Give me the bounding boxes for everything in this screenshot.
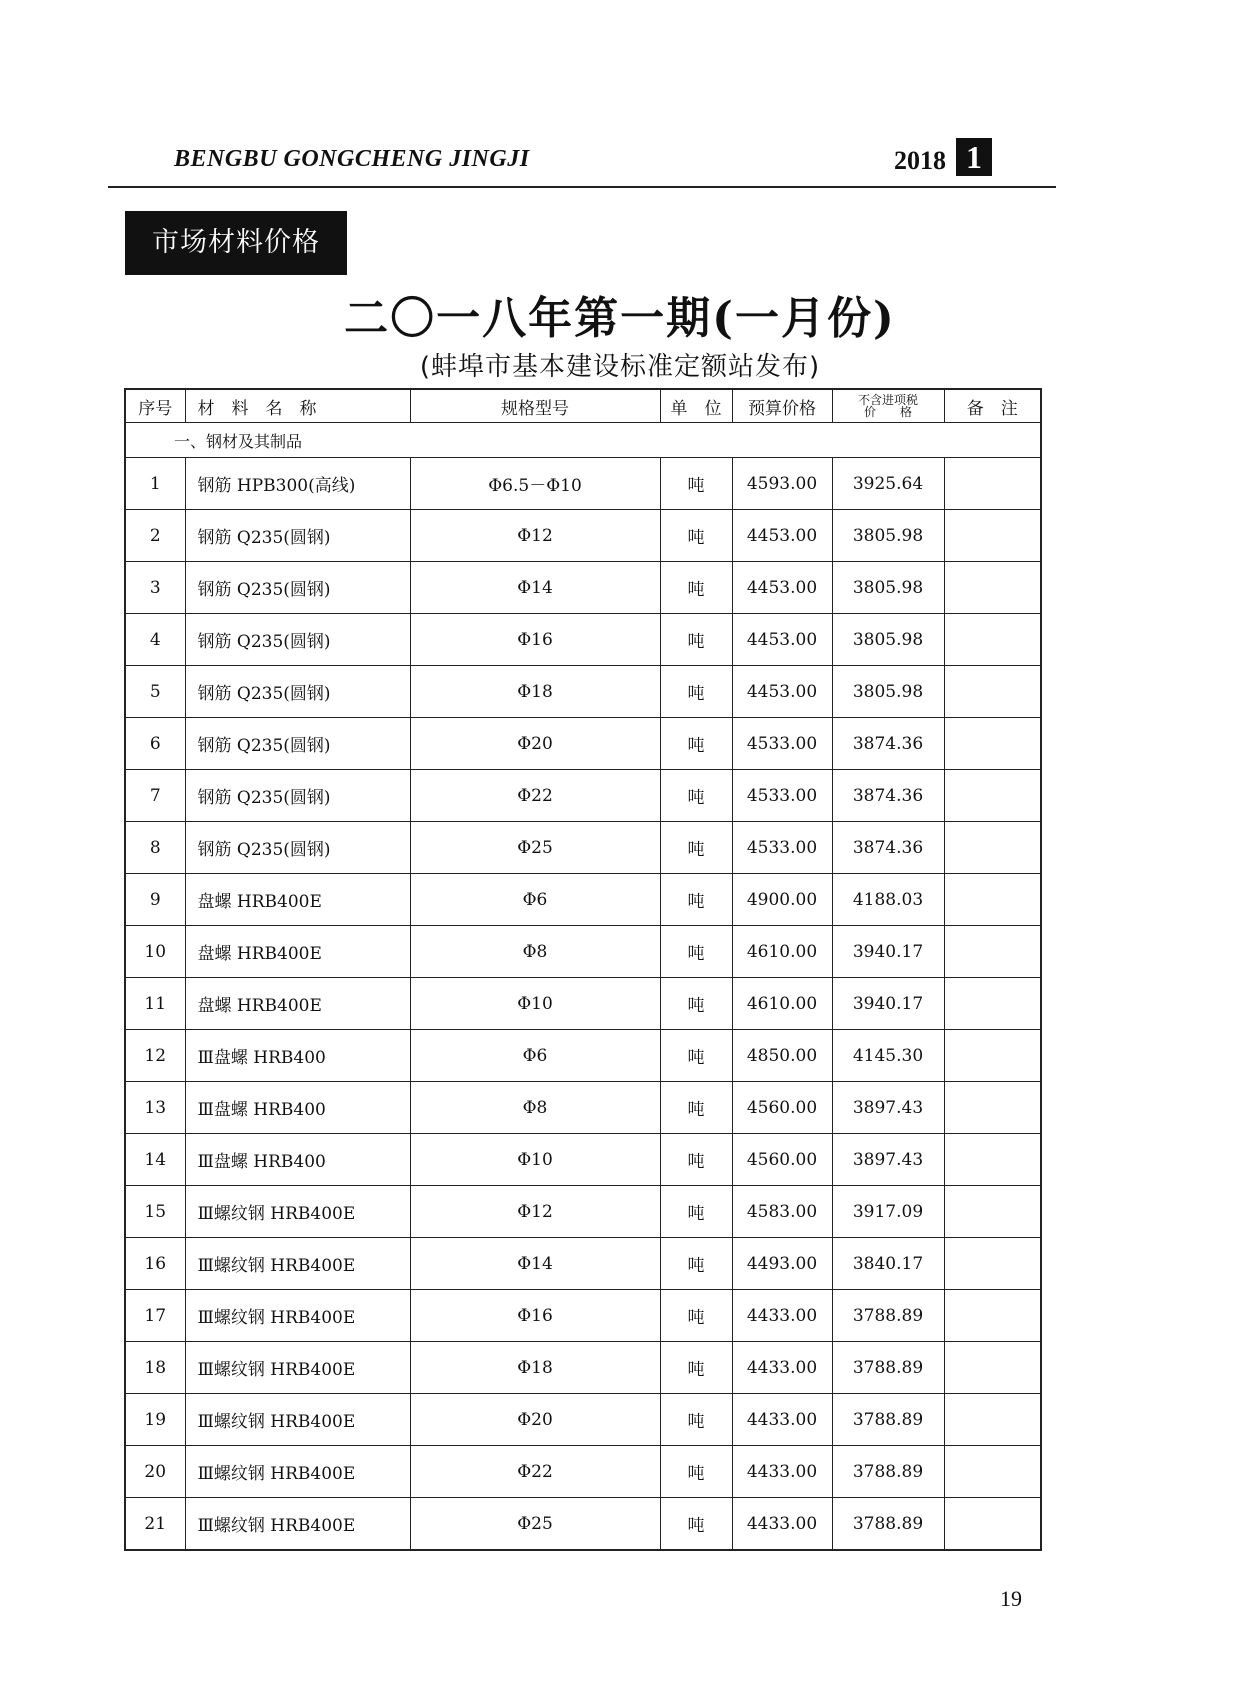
- cell-name: Ⅲ螺纹钢 HRB400E: [185, 1238, 410, 1290]
- cell-unit: 吨: [660, 1030, 732, 1082]
- cell-spec: Φ8: [410, 926, 660, 978]
- cell-seq: 8: [125, 822, 185, 874]
- cell-unit: 吨: [660, 666, 732, 718]
- cell-note: [944, 822, 1041, 874]
- cell-note: [944, 1238, 1041, 1290]
- cell-unit: 吨: [660, 1186, 732, 1238]
- cell-name: Ⅲ螺纹钢 HRB400E: [185, 1446, 410, 1498]
- cell-pretax-price: 3897.43: [832, 1134, 944, 1186]
- table-row: [125, 562, 1041, 614]
- cell-pretax-price: 4188.03: [832, 874, 944, 926]
- header-pretax-price: [832, 389, 944, 423]
- table-row: [125, 666, 1041, 718]
- cell-seq: 6: [125, 718, 185, 770]
- cell-note: [944, 614, 1041, 666]
- cell-budget-price: 4583.00: [732, 1186, 832, 1238]
- table-row: [125, 1290, 1041, 1342]
- cell-budget-price: 4593.00: [732, 458, 832, 510]
- cell-note: [944, 1082, 1041, 1134]
- cell-unit: 吨: [660, 562, 732, 614]
- cell-pretax-price: 3788.89: [832, 1290, 944, 1342]
- cell-pretax-price: 3805.98: [832, 510, 944, 562]
- cell-note: [944, 978, 1041, 1030]
- cell-pretax-price: 3874.36: [832, 770, 944, 822]
- cell-budget-price: 4453.00: [732, 562, 832, 614]
- cell-note: [944, 562, 1041, 614]
- group-row: [125, 423, 1041, 458]
- cell-unit: 吨: [660, 458, 732, 510]
- cell-name: Ⅲ盘螺 HRB400: [185, 1082, 410, 1134]
- page-subtitle: (蚌埠市基本建设标准定额站发布): [419, 352, 821, 382]
- cell-seq: 3: [125, 562, 185, 614]
- cell-unit: 吨: [660, 718, 732, 770]
- cell-spec: Φ22: [410, 770, 660, 822]
- cell-name: 钢筋 Q235(圆钢): [185, 510, 410, 562]
- cell-spec: Φ18: [410, 1342, 660, 1394]
- header-unit: 单 位: [660, 389, 732, 423]
- cell-seq: 7: [125, 770, 185, 822]
- table-row: [125, 1134, 1041, 1186]
- cell-pretax-price: 3805.98: [832, 666, 944, 718]
- table-row: [125, 874, 1041, 926]
- cell-note: [944, 458, 1041, 510]
- header-pretax-line2: 价 格: [863, 405, 912, 419]
- table-row: [125, 1498, 1041, 1551]
- header-note: 备 注: [944, 389, 1041, 423]
- section-label: 市场材料价格: [125, 211, 347, 275]
- cell-spec: Φ18: [410, 666, 660, 718]
- cell-note: [944, 1030, 1041, 1082]
- cell-name: 钢筋 Q235(圆钢): [185, 614, 410, 666]
- cell-unit: 吨: [660, 1290, 732, 1342]
- cell-note: [944, 1134, 1041, 1186]
- cell-note: [944, 770, 1041, 822]
- cell-pretax-price: 3897.43: [832, 1082, 944, 1134]
- cell-pretax-price: 3788.89: [832, 1394, 944, 1446]
- cell-note: [944, 718, 1041, 770]
- cell-unit: 吨: [660, 614, 732, 666]
- issue-number-badge: 1: [956, 138, 992, 176]
- cell-name: 钢筋 Q235(圆钢): [185, 562, 410, 614]
- cell-seq: 12: [125, 1030, 185, 1082]
- cell-name: Ⅲ盘螺 HRB400: [185, 1030, 410, 1082]
- cell-budget-price: 4433.00: [732, 1446, 832, 1498]
- cell-pretax-price: 3788.89: [832, 1498, 944, 1551]
- cell-budget-price: 4433.00: [732, 1394, 832, 1446]
- table-row: [125, 1446, 1041, 1498]
- issue-year: 2018: [894, 146, 946, 175]
- cell-name: 钢筋 HPB300(高线): [185, 458, 410, 510]
- cell-spec: Φ8: [410, 1082, 660, 1134]
- cell-pretax-price: 3788.89: [832, 1446, 944, 1498]
- cell-note: [944, 1446, 1041, 1498]
- cell-unit: 吨: [660, 1134, 732, 1186]
- cell-budget-price: 4433.00: [732, 1290, 832, 1342]
- cell-unit: 吨: [660, 1498, 732, 1551]
- cell-seq: 14: [125, 1134, 185, 1186]
- cell-spec: Φ16: [410, 614, 660, 666]
- cell-unit: 吨: [660, 770, 732, 822]
- cell-unit: 吨: [660, 822, 732, 874]
- cell-budget-price: 4453.00: [732, 614, 832, 666]
- table-row: [125, 510, 1041, 562]
- journal-name: BENGBU GONGCHENG JINGJI: [174, 146, 530, 172]
- cell-budget-price: 4453.00: [732, 510, 832, 562]
- cell-spec: Φ22: [410, 1446, 660, 1498]
- cell-seq: 9: [125, 874, 185, 926]
- table-row: [125, 926, 1041, 978]
- cell-spec: Φ14: [410, 1238, 660, 1290]
- cell-seq: 18: [125, 1342, 185, 1394]
- cell-pretax-price: 3940.17: [832, 978, 944, 1030]
- cell-unit: 吨: [660, 1238, 732, 1290]
- cell-note: [944, 666, 1041, 718]
- cell-budget-price: 4610.00: [732, 978, 832, 1030]
- cell-spec: Φ6: [410, 874, 660, 926]
- cell-name: 盘螺 HRB400E: [185, 978, 410, 1030]
- cell-budget-price: 4433.00: [732, 1342, 832, 1394]
- table-row: [125, 718, 1041, 770]
- cell-pretax-price: 3788.89: [832, 1342, 944, 1394]
- page-header: [108, 139, 1056, 188]
- table-row: [125, 614, 1041, 666]
- cell-budget-price: 4900.00: [732, 874, 832, 926]
- cell-seq: 21: [125, 1498, 185, 1551]
- table-row: [125, 1082, 1041, 1134]
- cell-spec: Φ12: [410, 1186, 660, 1238]
- cell-pretax-price: 3805.98: [832, 614, 944, 666]
- cell-note: [944, 926, 1041, 978]
- cell-name: Ⅲ螺纹钢 HRB400E: [185, 1498, 410, 1551]
- cell-name: 盘螺 HRB400E: [185, 926, 410, 978]
- cell-pretax-price: 3874.36: [832, 822, 944, 874]
- cell-budget-price: 4433.00: [732, 1498, 832, 1551]
- cell-unit: 吨: [660, 874, 732, 926]
- cell-budget-price: 4560.00: [732, 1134, 832, 1186]
- cell-spec: Φ25: [410, 822, 660, 874]
- group-label: 一、钢材及其制品: [125, 423, 1041, 458]
- cell-name: 钢筋 Q235(圆钢): [185, 666, 410, 718]
- cell-budget-price: 4610.00: [732, 926, 832, 978]
- cell-name: Ⅲ盘螺 HRB400: [185, 1134, 410, 1186]
- cell-budget-price: 4533.00: [732, 822, 832, 874]
- cell-seq: 15: [125, 1186, 185, 1238]
- table-row: [125, 770, 1041, 822]
- cell-spec: Φ16: [410, 1290, 660, 1342]
- cell-spec: Φ10: [410, 978, 660, 1030]
- cell-budget-price: 4493.00: [732, 1238, 832, 1290]
- cell-seq: 4: [125, 614, 185, 666]
- cell-seq: 19: [125, 1394, 185, 1446]
- cell-spec: Φ20: [410, 1394, 660, 1446]
- cell-seq: 20: [125, 1446, 185, 1498]
- cell-seq: 5: [125, 666, 185, 718]
- cell-seq: 10: [125, 926, 185, 978]
- cell-unit: 吨: [660, 1342, 732, 1394]
- cell-budget-price: 4533.00: [732, 718, 832, 770]
- table-row: [125, 1394, 1041, 1446]
- header-seq: 序号: [125, 389, 185, 423]
- cell-spec: Φ14: [410, 562, 660, 614]
- cell-unit: 吨: [660, 1394, 732, 1446]
- header-budget-price: 预算价格: [732, 389, 832, 423]
- table-header-row: [125, 389, 1041, 423]
- cell-note: [944, 874, 1041, 926]
- cell-spec: Φ10: [410, 1134, 660, 1186]
- cell-name: 钢筋 Q235(圆钢): [185, 718, 410, 770]
- cell-pretax-price: 3805.98: [832, 562, 944, 614]
- cell-unit: 吨: [660, 1082, 732, 1134]
- cell-name: 盘螺 HRB400E: [185, 874, 410, 926]
- cell-unit: 吨: [660, 1446, 732, 1498]
- cell-seq: 13: [125, 1082, 185, 1134]
- page-title: 二〇一八年第一期(一月份): [344, 293, 896, 344]
- cell-seq: 1: [125, 458, 185, 510]
- cell-name: Ⅲ螺纹钢 HRB400E: [185, 1186, 410, 1238]
- cell-name: 钢筋 Q235(圆钢): [185, 822, 410, 874]
- table-row: [125, 1238, 1041, 1290]
- cell-pretax-price: 4145.30: [832, 1030, 944, 1082]
- cell-spec: Φ12: [410, 510, 660, 562]
- cell-name: 钢筋 Q235(圆钢): [185, 770, 410, 822]
- cell-budget-price: 4453.00: [732, 666, 832, 718]
- table-row: [125, 978, 1041, 1030]
- cell-spec: Φ20: [410, 718, 660, 770]
- cell-unit: 吨: [660, 510, 732, 562]
- table-row: [125, 1342, 1041, 1394]
- cell-note: [944, 1290, 1041, 1342]
- table-row: [125, 1186, 1041, 1238]
- cell-seq: 11: [125, 978, 185, 1030]
- cell-pretax-price: 3917.09: [832, 1186, 944, 1238]
- cell-pretax-price: 3940.17: [832, 926, 944, 978]
- cell-unit: 吨: [660, 926, 732, 978]
- cell-budget-price: 4533.00: [732, 770, 832, 822]
- cell-name: Ⅲ螺纹钢 HRB400E: [185, 1394, 410, 1446]
- cell-spec: Φ6: [410, 1030, 660, 1082]
- table-row: [125, 1030, 1041, 1082]
- cell-note: [944, 1394, 1041, 1446]
- cell-budget-price: 4850.00: [732, 1030, 832, 1082]
- cell-seq: 16: [125, 1238, 185, 1290]
- header-spec: 规格型号: [410, 389, 660, 423]
- header-name: 材 料 名 称: [185, 389, 410, 423]
- cell-name: Ⅲ螺纹钢 HRB400E: [185, 1342, 410, 1394]
- cell-pretax-price: 3925.64: [832, 458, 944, 510]
- cell-pretax-price: 3840.17: [832, 1238, 944, 1290]
- cell-budget-price: 4560.00: [732, 1082, 832, 1134]
- cell-note: [944, 1342, 1041, 1394]
- cell-note: [944, 1498, 1041, 1551]
- page-number: 19: [1000, 1586, 1022, 1611]
- header-pretax-line1: 不含进项税: [857, 393, 918, 407]
- cell-pretax-price: 3874.36: [832, 718, 944, 770]
- price-table: [124, 388, 1042, 1551]
- cell-seq: 2: [125, 510, 185, 562]
- cell-note: [944, 510, 1041, 562]
- cell-seq: 17: [125, 1290, 185, 1342]
- table-row: [125, 822, 1041, 874]
- cell-note: [944, 1186, 1041, 1238]
- table-row: [125, 458, 1041, 510]
- cell-unit: 吨: [660, 978, 732, 1030]
- cell-spec: Φ25: [410, 1498, 660, 1551]
- cell-name: Ⅲ螺纹钢 HRB400E: [185, 1290, 410, 1342]
- cell-spec: Φ6.5－Φ10: [410, 458, 660, 510]
